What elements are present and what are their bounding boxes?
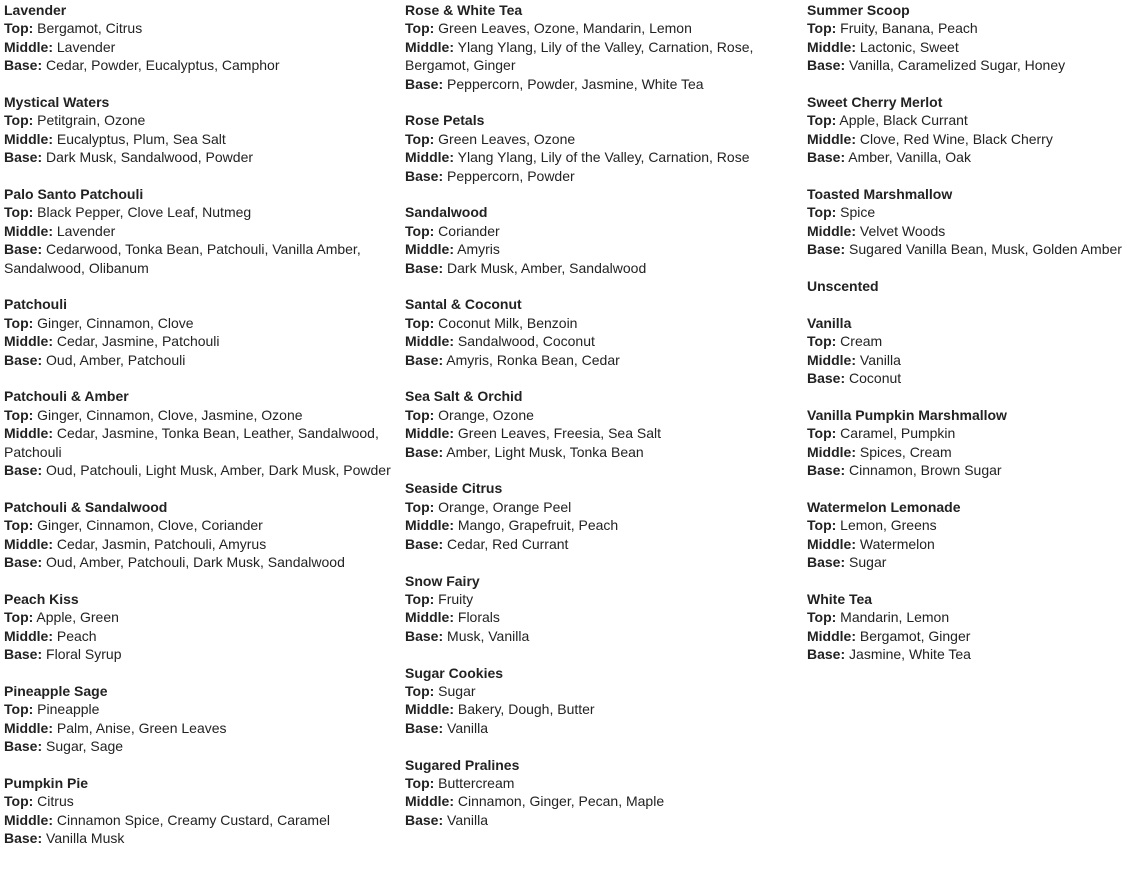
note-label-base: Base: [405, 811, 444, 828]
note-label-middle: Middle: [405, 149, 454, 166]
note-label-middle: Middle: [4, 425, 53, 442]
note-line-base [4, 829, 394, 847]
scent-name: Toasted Marshmallow [807, 186, 953, 203]
note-line-middle [807, 38, 1127, 56]
note-label-base: Base: [4, 462, 43, 479]
note-value-base: Vanilla [447, 811, 489, 828]
note-value-middle: Bakery, Dough, Butter [457, 701, 595, 718]
scent-entry [807, 314, 1127, 388]
note-value-top: Bergamot, Citrus [37, 20, 143, 37]
scent-entry [405, 111, 800, 185]
note-line-base [405, 351, 800, 369]
note-value-base: Cedarwood, Tonka Bean, Patchouli, Vanilla Amber, Sandalwood, Olibanum [4, 241, 361, 276]
scent-entry [4, 185, 394, 277]
note-line-base [405, 719, 800, 737]
note-value-top: Ginger, Cinnamon, Clove, Coriander [37, 517, 263, 534]
note-value-top: Coconut Milk, Benzoin [438, 314, 578, 331]
scent-entry [4, 93, 394, 167]
scent-name: Summer Scoop [807, 2, 910, 18]
note-value-middle: Lavender [56, 222, 116, 239]
note-value-top: Orange, Ozone [438, 406, 534, 423]
scent-name: Pumpkin Pie [4, 774, 89, 791]
scent-entry [405, 479, 800, 553]
note-value-middle: Eucalyptus, Plum, Sea Salt [56, 130, 226, 147]
note-label-top: Top: [807, 20, 837, 37]
note-label-middle: Middle: [4, 38, 53, 55]
note-value-middle: Mango, Grapefruit, Peach [457, 517, 619, 534]
note-label-base: Base: [405, 167, 444, 184]
note-line-middle [405, 424, 800, 442]
note-value-base: Peppercorn, Powder, Jasmine, White Tea [447, 75, 704, 92]
note-label-middle: Middle: [4, 811, 53, 828]
note-value-base: Vanilla, Caramelized Sugar, Honey [849, 57, 1066, 74]
note-value-middle: Lavender [56, 38, 116, 55]
note-value-top: Ginger, Cinnamon, Clove, Jasmine, Ozone [37, 406, 303, 423]
note-line-base [4, 461, 394, 479]
scent-column-2 [405, 1, 800, 848]
note-label-base: Base: [807, 370, 846, 387]
note-line-middle [807, 627, 1127, 645]
note-value-base: Sugar, Sage [46, 738, 124, 755]
note-value-top: Orange, Orange Peel [438, 498, 572, 515]
scent-name: Sandalwood [405, 204, 488, 221]
note-label-middle: Middle: [4, 130, 53, 147]
note-value-top: Coriander [438, 222, 500, 239]
note-line-middle [807, 130, 1127, 148]
note-label-top: Top: [405, 222, 435, 239]
scent-entry [4, 498, 394, 572]
note-value-base: Cedar, Red Currant [447, 535, 569, 552]
scent-name: Lavender [4, 2, 67, 18]
note-value-middle: Watermelon [859, 535, 935, 552]
note-value-top: Buttercream [438, 774, 515, 791]
note-value-top: Green Leaves, Ozone [438, 130, 576, 147]
scent-name: Watermelon Lemonade [807, 498, 961, 515]
note-value-middle: Vanilla [859, 351, 901, 368]
scent-entry [807, 277, 1127, 295]
note-label-middle: Middle: [405, 38, 454, 55]
note-value-base: Oud, Amber, Patchouli [46, 351, 186, 368]
note-value-middle: Amyris [457, 241, 500, 258]
note-line-middle [405, 240, 800, 258]
note-value-base: Sugar [849, 554, 887, 571]
note-label-top: Top: [807, 204, 837, 221]
note-value-base: Sugared Vanilla Bean, Musk, Golden Amber [849, 241, 1122, 258]
note-line-middle [4, 332, 394, 350]
note-value-top: Black Pepper, Clove Leaf, Nutmeg [37, 204, 252, 221]
note-value-top: Green Leaves, Ozone, Mandarin, Lemon [438, 20, 692, 37]
note-line-base [807, 369, 1127, 387]
scent-name: Snow Fairy [405, 572, 480, 589]
note-line-top [405, 682, 800, 700]
scent-column-1 [4, 1, 394, 866]
note-label-base: Base: [405, 535, 444, 552]
note-line-base [807, 461, 1127, 479]
note-line-top [807, 332, 1127, 350]
scent-name: Sweet Cherry Merlot [807, 94, 943, 111]
scent-entry [807, 406, 1127, 480]
note-line-base [4, 240, 394, 277]
note-line-base [807, 56, 1127, 74]
note-line-top [405, 590, 800, 608]
note-line-base [4, 737, 394, 755]
scent-entry [807, 590, 1127, 664]
note-line-base [4, 148, 394, 166]
note-value-middle: Cinnamon, Ginger, Pecan, Maple [457, 793, 665, 810]
note-line-top [4, 700, 394, 718]
note-line-top [807, 111, 1127, 129]
scent-entry [405, 1, 800, 93]
note-value-top: Cream [840, 333, 883, 350]
note-value-base: Peppercorn, Powder [447, 167, 575, 184]
note-label-top: Top: [807, 333, 837, 350]
note-label-top: Top: [4, 517, 34, 534]
note-label-top: Top: [405, 130, 435, 147]
note-label-base: Base: [807, 462, 846, 479]
note-line-middle [405, 700, 800, 718]
note-value-base: Amber, Light Musk, Tonka Bean [446, 443, 644, 460]
scent-entry [807, 498, 1127, 572]
scent-entry [405, 387, 800, 461]
note-label-middle: Middle: [807, 38, 856, 55]
note-line-base [4, 553, 394, 571]
note-label-middle: Middle: [807, 222, 856, 239]
note-value-top: Lemon, Greens [840, 517, 937, 534]
note-value-middle: Lactonic, Sweet [859, 38, 959, 55]
note-line-base [4, 56, 394, 74]
note-line-base [405, 75, 800, 93]
note-label-top: Top: [807, 609, 837, 626]
note-line-top [405, 406, 800, 424]
note-line-top [4, 19, 394, 37]
note-line-top [4, 314, 394, 332]
note-line-base [405, 259, 800, 277]
note-label-top: Top: [4, 609, 34, 626]
note-label-base: Base: [4, 351, 43, 368]
note-label-base: Base: [4, 554, 43, 571]
note-value-top: Ginger, Cinnamon, Clove [37, 314, 194, 331]
scent-name: Unscented [807, 278, 879, 295]
scent-name: Patchouli & Sandalwood [4, 498, 168, 515]
scent-entry [4, 682, 394, 756]
note-value-middle: Palm, Anise, Green Leaves [56, 719, 227, 736]
note-value-top: Pineapple [37, 701, 100, 718]
scent-name: Vanilla [807, 314, 852, 331]
note-label-base: Base: [4, 738, 43, 755]
note-value-base: Coconut [849, 370, 902, 387]
note-value-middle: Green Leaves, Freesia, Sea Salt [457, 425, 661, 442]
note-label-base: Base: [807, 57, 846, 74]
note-value-middle: Cedar, Jasmine, Patchouli [56, 333, 220, 350]
note-line-base [807, 240, 1127, 258]
note-value-middle: Velvet Woods [859, 222, 946, 239]
note-line-top [807, 203, 1127, 221]
scent-entry [807, 185, 1127, 259]
note-value-top: Fruity, Banana, Peach [840, 20, 978, 37]
scent-name: Mystical Waters [4, 94, 110, 111]
note-value-middle: Florals [457, 609, 500, 626]
scent-entry [405, 295, 800, 369]
note-line-middle [807, 351, 1127, 369]
scent-name: Sugar Cookies [405, 664, 504, 681]
note-label-middle: Middle: [4, 222, 53, 239]
scent-entry [405, 572, 800, 646]
note-label-middle: Middle: [405, 333, 454, 350]
note-label-middle: Middle: [405, 517, 454, 534]
scent-name: Rose Petals [405, 112, 485, 129]
note-label-base: Base: [807, 646, 846, 663]
note-label-top: Top: [4, 314, 34, 331]
note-value-base: Floral Syrup [46, 646, 122, 663]
note-label-middle: Middle: [4, 719, 53, 736]
note-value-base: Amber, Vanilla, Oak [848, 149, 971, 166]
note-line-base [807, 148, 1127, 166]
note-label-middle: Middle: [405, 701, 454, 718]
note-line-top [807, 19, 1127, 37]
note-line-base [4, 645, 394, 663]
note-line-middle [4, 222, 394, 240]
note-label-top: Top: [405, 774, 435, 791]
note-value-top: Spice [840, 204, 876, 221]
note-line-top [405, 222, 800, 240]
scent-name: Sea Salt & Orchid [405, 388, 523, 405]
note-line-middle [405, 608, 800, 626]
scent-name: Pineapple Sage [4, 682, 108, 699]
note-label-top: Top: [807, 112, 837, 129]
note-label-top: Top: [405, 406, 435, 423]
note-label-middle: Middle: [405, 241, 454, 258]
note-line-base [405, 627, 800, 645]
note-value-base: Amyris, Ronka Bean, Cedar [446, 351, 620, 368]
note-line-middle [405, 148, 800, 166]
note-line-top [405, 498, 800, 516]
note-value-top: Fruity [438, 590, 474, 607]
note-line-middle [4, 535, 394, 553]
note-line-top [4, 608, 394, 626]
note-label-base: Base: [807, 554, 846, 571]
note-label-base: Base: [807, 241, 846, 258]
note-label-base: Base: [4, 149, 43, 166]
note-line-base [4, 351, 394, 369]
note-line-top [405, 774, 800, 792]
note-value-top: Sugar [438, 682, 476, 699]
note-value-base: Vanilla Musk [46, 830, 125, 847]
note-value-base: Dark Musk, Amber, Sandalwood [447, 259, 647, 276]
note-line-middle [807, 443, 1127, 461]
note-line-top [405, 314, 800, 332]
note-label-middle: Middle: [4, 535, 53, 552]
note-value-middle: Cinnamon Spice, Creamy Custard, Caramel [56, 811, 330, 828]
note-label-base: Base: [4, 646, 43, 663]
note-label-top: Top: [4, 701, 34, 718]
note-label-top: Top: [4, 406, 34, 423]
note-value-middle: Ylang Ylang, Lily of the Valley, Carnation, Rose [457, 149, 750, 166]
note-label-top: Top: [405, 314, 435, 331]
note-label-middle: Middle: [807, 130, 856, 147]
note-label-top: Top: [807, 425, 837, 442]
note-label-middle: Middle: [4, 333, 53, 350]
scent-name: Peach Kiss [4, 590, 79, 607]
note-label-base: Base: [807, 149, 846, 166]
scent-name: Rose & White Tea [405, 2, 523, 18]
note-line-middle [4, 627, 394, 645]
note-line-top [405, 19, 800, 37]
note-line-top [807, 516, 1127, 534]
note-line-base [405, 811, 800, 829]
note-line-top [4, 516, 394, 534]
note-value-middle: Bergamot, Ginger [859, 627, 971, 644]
scent-name: White Tea [807, 590, 873, 607]
note-label-base: Base: [405, 75, 444, 92]
note-line-base [807, 553, 1127, 571]
note-value-base: Vanilla [447, 719, 489, 736]
note-label-middle: Middle: [405, 793, 454, 810]
note-value-base: Cedar, Powder, Eucalyptus, Camphor [46, 57, 280, 74]
note-value-top: Citrus [37, 793, 74, 810]
note-label-middle: Middle: [4, 627, 53, 644]
scent-entry [4, 590, 394, 664]
note-value-top: Apple, Black Currant [839, 112, 968, 129]
note-line-top [4, 406, 394, 424]
note-line-middle [405, 792, 800, 810]
note-line-top [807, 424, 1127, 442]
note-value-middle: Cedar, Jasmine, Tonka Bean, Leather, Sandalwood, Patchouli [4, 425, 379, 460]
note-label-top: Top: [4, 204, 34, 221]
note-label-top: Top: [807, 517, 837, 534]
scent-name: Vanilla Pumpkin Marshmallow [807, 406, 1007, 423]
note-line-middle [4, 719, 394, 737]
note-line-middle [807, 535, 1127, 553]
note-line-base [807, 645, 1127, 663]
scent-name: Palo Santo Patchouli [4, 186, 144, 203]
scent-column-3 [807, 1, 1127, 682]
note-line-middle [4, 130, 394, 148]
scent-entry [807, 93, 1127, 167]
scent-name: Santal & Coconut [405, 296, 522, 313]
note-line-middle [4, 424, 394, 461]
note-label-base: Base: [405, 351, 444, 368]
note-line-top [4, 792, 394, 810]
note-label-base: Base: [405, 719, 444, 736]
note-line-middle [807, 222, 1127, 240]
scent-entry [405, 664, 800, 738]
note-value-middle: Peach [56, 627, 97, 644]
note-label-middle: Middle: [405, 425, 454, 442]
note-line-middle [4, 811, 394, 829]
note-label-middle: Middle: [405, 609, 454, 626]
note-value-middle: Ylang Ylang, Lily of the Valley, Carnation, Rose, Bergamot, Ginger [405, 38, 754, 74]
note-value-middle: Clove, Red Wine, Black Cherry [859, 130, 1053, 147]
scent-entry [405, 203, 800, 277]
note-label-top: Top: [4, 20, 34, 37]
note-label-base: Base: [4, 57, 43, 74]
note-label-middle: Middle: [807, 627, 856, 644]
note-line-middle [4, 38, 394, 56]
note-label-base: Base: [4, 830, 43, 847]
note-value-middle: Sandalwood, Coconut [457, 333, 595, 350]
note-line-middle [405, 38, 800, 75]
note-line-base [405, 443, 800, 461]
note-value-top: Caramel, Pumpkin [840, 425, 956, 442]
note-value-base: Dark Musk, Sandalwood, Powder [46, 149, 254, 166]
note-label-base: Base: [405, 627, 444, 644]
note-value-base: Musk, Vanilla [447, 627, 530, 644]
note-value-top: Apple, Green [36, 609, 119, 626]
note-label-base: Base: [405, 259, 444, 276]
scent-name: Sugared Pralines [405, 756, 520, 773]
note-line-top [4, 203, 394, 221]
note-label-top: Top: [405, 20, 435, 37]
note-label-top: Top: [405, 498, 435, 515]
note-value-base: Jasmine, White Tea [849, 646, 971, 663]
note-label-top: Top: [405, 590, 435, 607]
note-value-base: Oud, Patchouli, Light Musk, Amber, Dark Musk, Powder [46, 462, 391, 479]
scent-entry [4, 1, 394, 75]
note-value-top: Mandarin, Lemon [840, 609, 950, 626]
note-label-base: Base: [405, 443, 444, 460]
scent-entry [4, 387, 394, 479]
note-line-base [405, 167, 800, 185]
note-line-top [405, 130, 800, 148]
scent-entry [807, 1, 1127, 75]
note-value-middle: Spices, Cream [859, 443, 952, 460]
note-value-base: Cinnamon, Brown Sugar [849, 462, 1002, 479]
note-label-base: Base: [4, 241, 43, 258]
note-line-base [405, 535, 800, 553]
note-line-top [807, 608, 1127, 626]
scent-name: Seaside Citrus [405, 480, 503, 497]
scent-entry [405, 756, 800, 830]
note-label-middle: Middle: [807, 443, 856, 460]
note-line-middle [405, 516, 800, 534]
scent-name: Patchouli & Amber [4, 388, 129, 405]
note-line-top [4, 111, 394, 129]
note-label-middle: Middle: [807, 351, 856, 368]
scent-entry [4, 774, 394, 848]
note-label-top: Top: [405, 682, 435, 699]
note-value-base: Oud, Amber, Patchouli, Dark Musk, Sandalwood [46, 554, 345, 571]
note-value-middle: Cedar, Jasmin, Patchouli, Amyrus [56, 535, 267, 552]
note-label-top: Top: [4, 793, 34, 810]
note-label-middle: Middle: [807, 535, 856, 552]
scent-name: Patchouli [4, 296, 68, 313]
note-value-top: Petitgrain, Ozone [37, 112, 146, 129]
scent-entry [4, 295, 394, 369]
note-label-top: Top: [4, 112, 34, 129]
note-line-middle [405, 332, 800, 350]
